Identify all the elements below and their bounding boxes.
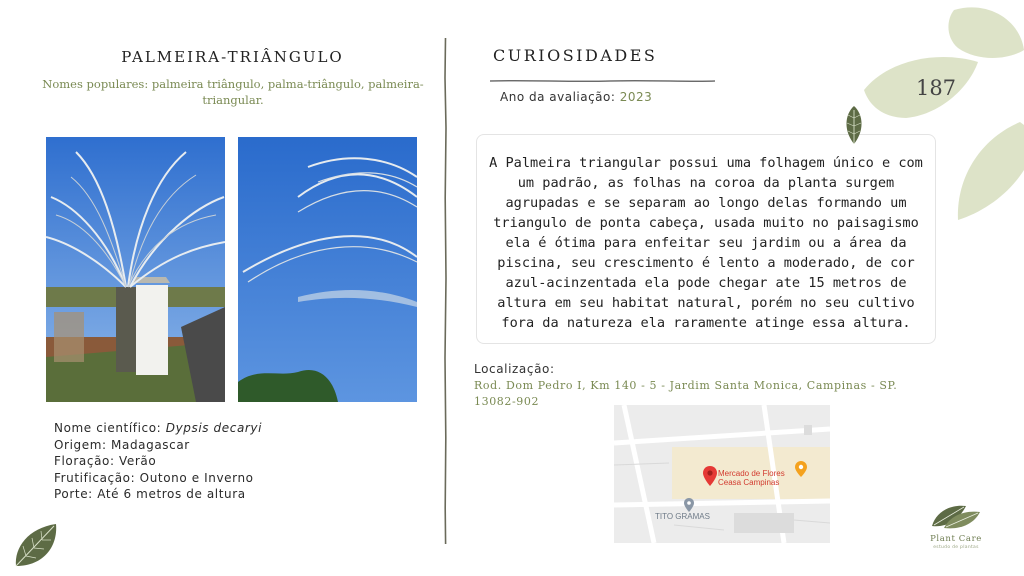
map-place-line1: Mercado de Flores bbox=[718, 469, 785, 478]
plant-facts bbox=[54, 420, 262, 503]
title-underline bbox=[490, 69, 715, 75]
year-value: 2023 bbox=[619, 90, 653, 104]
page-number: 187 bbox=[915, 76, 957, 100]
location-label: Localização: bbox=[474, 362, 555, 376]
popular-names: Nomes populares: palmeira triângulo, palma-triângulo, palmeira-triangular. bbox=[42, 77, 424, 107]
brand-tagline: estudo de plantas bbox=[933, 545, 979, 550]
flowering-row: Floração: Verão bbox=[54, 454, 157, 468]
corner-leaf-icon bbox=[12, 522, 60, 570]
curiosities-title: CURIOSIDADES bbox=[493, 46, 658, 65]
brand-name: Plant Care bbox=[930, 534, 982, 544]
description-text: A Palmeira triangular possui uma folhagem único e com um padrão, as folhas na coroa da planta surgem agrupadas e se separam ao longo delas formando um triangulo de ponta cabeça, usada muito no paisagismo ela é ótima para enfeitar seu jardim ou a área da piscina, seu crescimento é lento a moderado, de cor azul-acinzentada ela pode chegar ate 15 metros de altura em seu habitat natural, porém no seu cultivo fora da natureza ela raramente atinge essa altura. bbox=[489, 155, 923, 331]
scientific-name: Dypsis decaryi bbox=[165, 421, 263, 435]
photo-palm-leaves bbox=[238, 137, 417, 402]
origin-row: Origem: Madagascar bbox=[54, 437, 190, 452]
scientific-label: Nome científico: bbox=[54, 421, 166, 435]
decorative-leaves bbox=[858, 0, 1024, 230]
year-label: Ano da avaliação: bbox=[500, 90, 620, 104]
evaluation-year bbox=[500, 90, 652, 104]
address-line2: 13082-902 bbox=[474, 394, 540, 408]
brand-logo-icon bbox=[930, 502, 982, 532]
plant-title: PALMEIRA-TRIÂNGULO bbox=[121, 48, 344, 66]
small-leaf-icon bbox=[843, 106, 865, 146]
scientific-name-row bbox=[54, 420, 262, 437]
food-pin-icon[interactable] bbox=[795, 461, 807, 477]
map-place-name[interactable] bbox=[718, 469, 785, 487]
column-divider bbox=[444, 38, 447, 544]
map-place-line2: Ceasa Campinas bbox=[718, 478, 780, 487]
address-line1: Rod. Dom Pedro I, Km 140 - 5 - Jardim Santa Monica, Campinas - SP. bbox=[474, 379, 898, 392]
photo-palm-full bbox=[46, 137, 225, 402]
fruiting-row: Frutificação: Outono e Inverno bbox=[54, 470, 254, 485]
secondary-pin-icon[interactable] bbox=[684, 497, 694, 511]
map-pin-icon[interactable] bbox=[703, 466, 717, 486]
map-secondary-place[interactable]: TITO GRAMAS bbox=[655, 512, 710, 521]
location-map[interactable] bbox=[614, 405, 830, 543]
size-row: Porte: Até 6 metros de altura bbox=[54, 487, 246, 501]
